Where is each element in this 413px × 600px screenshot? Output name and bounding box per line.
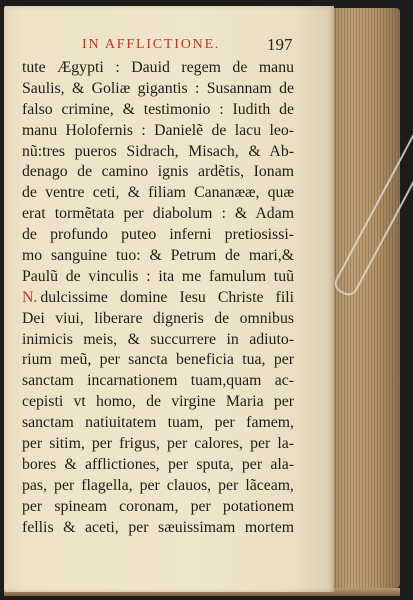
text-line: nũ:tres pueros Sidrach, Misach, & Ab- <box>22 142 294 160</box>
text-line: inimicis meis, & succurrere in adiuto- <box>22 330 294 348</box>
body-text <box>22 58 294 538</box>
book-page <box>4 6 334 592</box>
text-line: Saulis, & Goliæ gigantis : Susannam de <box>22 79 294 97</box>
text-line: tute Ægypti : Dauid regem de manu <box>22 59 294 76</box>
text-line: bores & afflictiones, per sputa, per ala- <box>22 455 294 473</box>
text-line: dulcissime domine Iesu Christe fili <box>40 288 294 306</box>
rubric-marker: N. <box>22 288 38 306</box>
text-line: de ventre ceti, & filiam Cananææ, quæ <box>22 184 294 202</box>
text-line: denago de camino ignis ardẽtis, Ionam <box>22 163 294 181</box>
text-line: rium meũ, per sancta beneficia tua, per <box>22 351 294 369</box>
text-line-with-rubric <box>22 288 294 309</box>
page-edges <box>332 8 400 588</box>
text-line: fellis & aceti, per sæuissimam mortem <box>22 518 294 536</box>
running-head-title: IN AFFLICTIONE. <box>82 37 221 52</box>
text-line: manu Holofernis : Danielẽ de lacu leo- <box>22 121 294 139</box>
text-line: sanctam natiuitatem tuam, per famem, <box>22 414 294 432</box>
text-line: per spineam coronam, per potationem <box>22 497 294 515</box>
text-line: cepisti vt homo, de virgine Maria per <box>22 393 294 411</box>
text-line: Paulũ de vinculis : ita me famulum tuũ <box>22 267 294 285</box>
text-line: erat tormẽtata per diabolum : & Adam <box>22 205 294 223</box>
text-line: Dei viui, liberare digneris de omnibus <box>22 309 294 327</box>
text-line: sanctam incarnationem tuam,quam ac- <box>22 372 294 390</box>
text-line: falso crimine, & testimonio : Iudith de <box>22 100 294 118</box>
text-line: pas, per flagella, per clauos, per lãceam, <box>22 476 294 494</box>
text-line: mo sanguine tuo: & Petrum de mari,& <box>22 247 294 265</box>
page-number: 197 <box>267 35 293 54</box>
text-line: de profundo puteo inferni pretiosissi- <box>22 226 294 244</box>
running-head <box>4 37 334 57</box>
text-line: per sitim, per frigus, per calores, per la- <box>22 435 294 453</box>
